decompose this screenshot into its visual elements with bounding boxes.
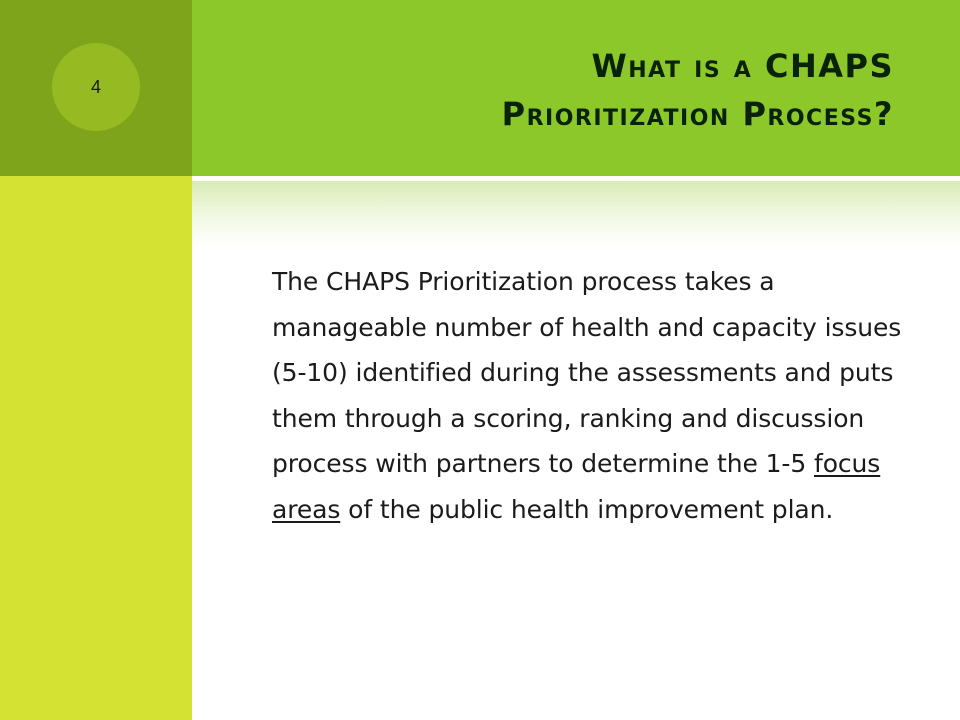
slide-number-badge xyxy=(52,43,140,131)
slide-title-line-1: What is a CHAPS xyxy=(591,47,894,85)
title-fade-band xyxy=(192,181,960,247)
body-text-before-link: The CHAPS Prioritization process takes a manageable number of health and capacity issues (5-10) identified during the assessments and puts them through a scoring, ranking and discussion process with partners to determine the 1-5 xyxy=(272,267,902,479)
slide-title xyxy=(254,42,894,138)
slide-title-line-2: Prioritization Process? xyxy=(501,95,894,133)
slide-body-text xyxy=(272,259,912,533)
focus-areas-link[interactable]: focus areas xyxy=(272,449,881,524)
body-text-after-link: of the public health improvement plan. xyxy=(340,494,834,524)
sidebar-bottom-block xyxy=(0,176,192,720)
slide-number: 4 xyxy=(90,76,101,97)
